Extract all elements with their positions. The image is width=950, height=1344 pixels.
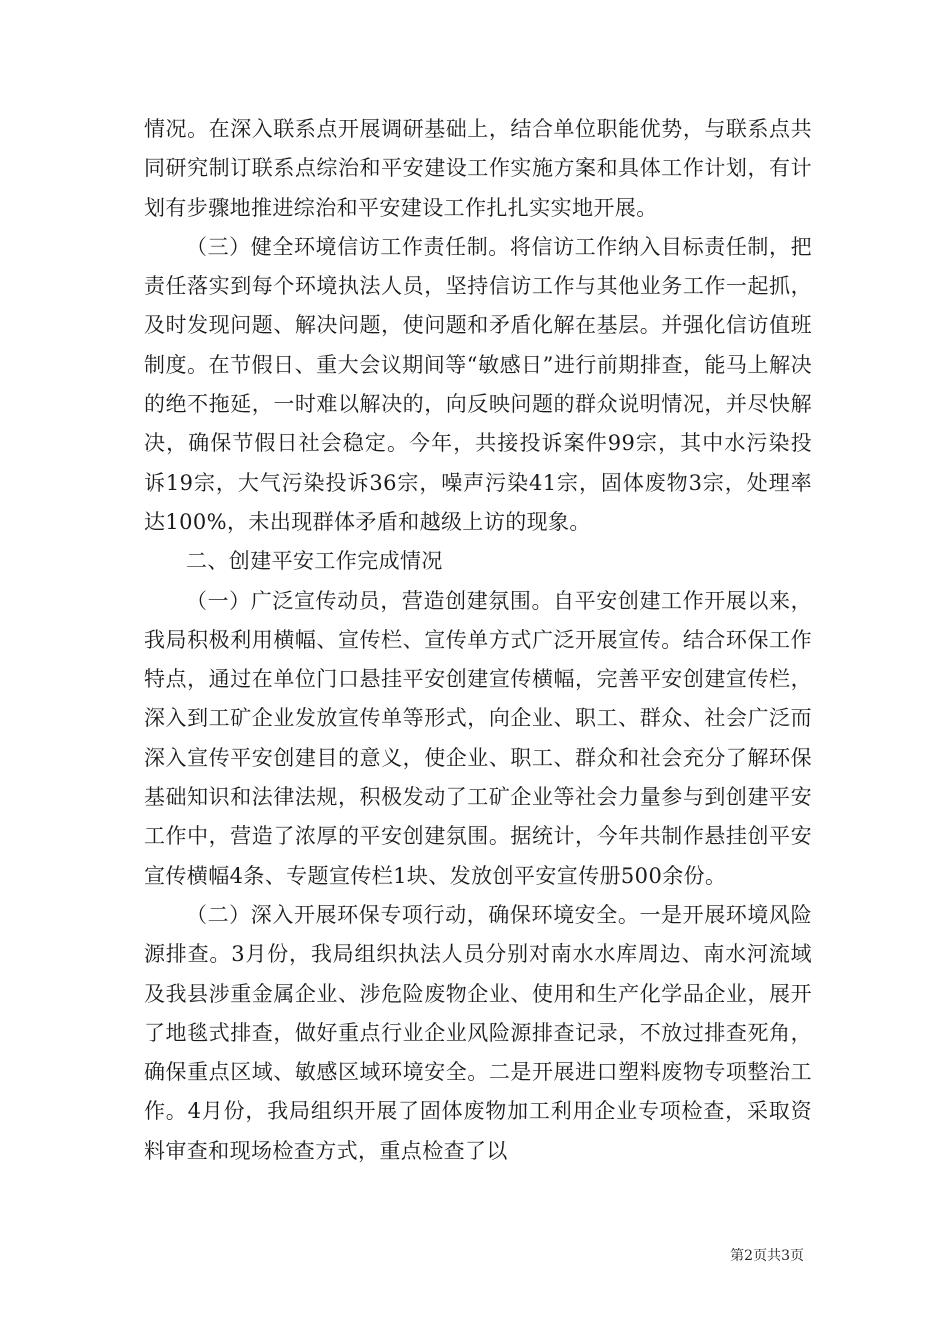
- page-number-footer: 第2页共3页: [730, 1248, 804, 1264]
- paragraph-publicity: （一）广泛宣传动员，营造创建氛围。自平安创建工作开展以来，我局积极利用横幅、宣传栏、宣传单方式广泛开展宣传。结合环保工作特点，通过在单位门口悬挂平安创建宣传横幅，完善平安创建宣传栏，深入到工矿企业发放宣传单等形式，向企业、职工、群众、社会广泛而深入宣传平安创建目的意义，使企业、职工、群众和社会充分了解环保基础知识和法律法规，积极发动了工矿企业等社会力量参与到创建平安工作中，营造了浓厚的平安创建氛围。据统计，今年共制作悬挂创平安宣传横幅4条、专题宣传栏1块、发放创平安宣传册500余份。: [144, 588, 812, 888]
- document-body: [144, 110, 812, 1171]
- section-heading: 二、创建平安工作完成情况: [186, 549, 443, 574]
- paragraph-petition-responsibility: （三）健全环境信访工作责任制。将信访工作纳入目标责任制，把责任落实到每个环境执法人员，坚持信访工作与其他业务工作一起抓，及时发现问题、解决问题，使问题和矛盾化解在基层。并强化信访值班制度。在节假日、重大会议期间等“敏感日”进行前期排查，能马上解决的绝不拖延，一时难以解决的，向反映问题的群众说明情况，并尽快解决，确保节假日社会稳定。今年，共接投诉案件99宗，其中水污染投诉19宗，大气污染投诉36宗，噪声污染41宗，固体废物3宗，处理率达100%，未出现群体矛盾和越级上访的现象。: [144, 234, 812, 534]
- paragraph-continuation: 情况。在深入联系点开展调研基础上，结合单位职能优势，与联系点共同研究制订联系点综治和平安建设工作实施方案和具体工作计划，有计划有步骤地推进综治和平安建设工作扎扎实实地开展。: [144, 117, 812, 220]
- paragraph-special-action: （二）深入开展环保专项行动，确保环境安全。一是开展环境风险源排查。3月份，我局组织执法人员分别对南水水库周边、南水河流域及我县涉重金属企业、涉危险废物企业、使用和生产化学品企业，展开了地毯式排查，做好重点行业企业风险源排查记录，不放过排查死角，确保重点区域、敏感区域环境安全。二是开展进口塑料废物专项整治工作。4月份，我局组织开展了固体废物加工利用企业专项检查，采取资料审查和现场检查方式，重点检查了以: [144, 902, 812, 1163]
